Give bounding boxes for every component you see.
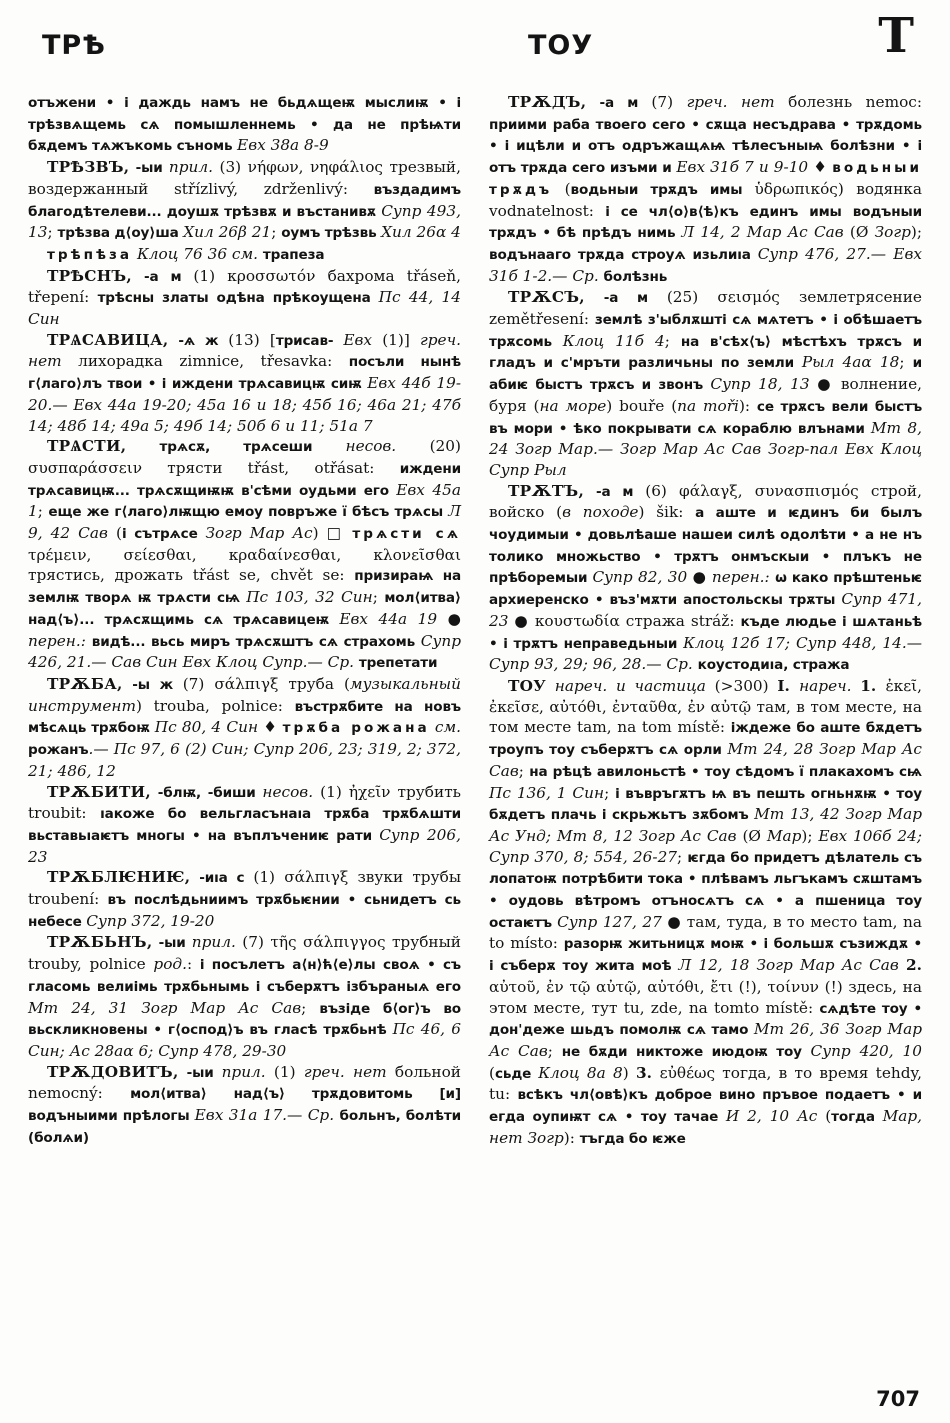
- text-run: -ы ж: [122, 676, 183, 693]
- text-run: ●: [687, 568, 712, 587]
- guide-word-left: ТРѢ: [42, 30, 106, 61]
- text-run: къде людье і шѧтаньѣ • і трѫтъ неправедьныи: [489, 613, 922, 652]
- text-run: ТРѢСНЪ,: [47, 266, 133, 285]
- text-run: всѣкъ чл⟨овѣ⟩къ доброе вино пръвое подаетъ • и егда оупиѭт сѧ • тоу тачае: [489, 1087, 922, 1126]
- text-run: несов.: [345, 437, 397, 456]
- text-run: -блѭ, -биши: [151, 784, 263, 801]
- dictionary-entry: [28, 330, 461, 437]
- text-run: ТРѪБЛѤНИѤ,: [47, 868, 191, 887]
- text-run: (1) σάλπιγξ звуки трубы troubení:: [28, 868, 461, 909]
- text-run: (Ø: [742, 826, 767, 845]
- dictionary-entry: [489, 676, 922, 1149]
- text-run: Рыл 4аα 18: [801, 353, 900, 372]
- text-run: ТРѦСТИ,: [47, 437, 127, 456]
- text-run: сьде: [494, 1065, 539, 1082]
- text-run: се трѫсъ вели быстъ въ мори • ѣко покрывати сѧ кораблю влънами: [489, 398, 923, 437]
- text-run: Зогр Мар Ас: [205, 524, 313, 543]
- column-right: [489, 92, 922, 1149]
- text-run: Пс 80, 4 Син: [154, 718, 259, 737]
- text-run: Мт 26, 36 Зогр Мар Ас Сав: [489, 1020, 922, 1060]
- text-run: (1)]: [382, 330, 421, 349]
- text-run: Клоц 12б 17; Супр 448, 14.— Супр 93, 29; 96, 28.— Ср.: [489, 633, 922, 674]
- text-run: греч. нет: [686, 93, 789, 111]
- text-run: ● волнение, буря (: [489, 375, 922, 415]
- text-run: -а м: [584, 290, 667, 307]
- text-run: мол⟨итва⟩ над⟨ъ⟩ трѫдовитомь [и] водъныими прѣлогы: [28, 1086, 461, 1125]
- text-run: (7) τῆς σάλπιγγος трубный trouby, polnice: [28, 933, 461, 974]
- text-run: трисав-: [275, 332, 344, 349]
- text-run: Зогр: [874, 223, 911, 242]
- text-run: -ѧ ж: [168, 332, 229, 349]
- text-run: прил.: [191, 933, 236, 952]
- text-run: Евх 44б 19-20.— Евх 44а 19-20; 45а 16 и 18; 45б 16; 46а 21; 47б 14; 48б 14; 49а 5; 49б 14; 50б 6 и 11; 51а 7: [28, 374, 461, 435]
- text-run: ;: [604, 783, 616, 802]
- text-run: разорѭ житьницѫ моѭ • і большѫ съзиждѫ • і съберѫ тоу жита моѣ: [489, 936, 922, 975]
- text-run: ;: [547, 1041, 562, 1060]
- text-run: I.: [777, 676, 800, 695]
- text-run: ὑδρωπικός) водянка vodnatelnost:: [489, 179, 922, 220]
- text-run: оумъ трѣзвь: [281, 225, 382, 242]
- text-run: перен.:: [28, 631, 92, 650]
- text-run: больнъ, болѣти (болѧи): [28, 1108, 461, 1146]
- text-run: видѣ... вьсь миръ трѧсѫштъ сѧ страхомь: [91, 633, 421, 650]
- section-letter: Т: [878, 8, 914, 64]
- text-run: Евх 106б 24; Супр 370, 8; 554, 26-27: [489, 826, 923, 866]
- text-run: водьныи трѫдъ: [489, 160, 922, 198]
- text-run: ;: [899, 353, 913, 372]
- dictionary-entry: [489, 287, 922, 480]
- text-run: ;: [271, 223, 282, 242]
- dictionary-entry: [28, 932, 461, 1061]
- text-run: еще же г⟨лаго⟩лѭщю емоу повръже ї бѣсъ трѧсы: [48, 504, 449, 521]
- text-run: ) trouba, polnice:: [135, 696, 295, 715]
- text-run: ;: [677, 847, 688, 866]
- text-run: водьныи трѫдъ имы: [570, 181, 755, 198]
- text-run: ;: [372, 588, 385, 607]
- text-run: ♦: [258, 718, 283, 737]
- text-run: род.: [153, 955, 187, 974]
- text-run: (3) νήφων, νηφάλιος трезвый, воздержанный střízlivý, zdrženlivý:: [28, 158, 461, 198]
- text-run: въстрѫбите на новъ мѣсѧць трѫбоѭ: [28, 698, 461, 737]
- text-run: въ послѣдьниимъ трѫбьѥнии • сьнидетъ сь небесе: [28, 892, 461, 930]
- text-run: ): [622, 1063, 636, 1082]
- text-run: ТРѪТЪ,: [508, 481, 585, 500]
- text-run: Супр 420, 10: [810, 1041, 922, 1060]
- text-run: ♦: [808, 158, 833, 177]
- text-run: несов.: [262, 782, 314, 801]
- text-run: Хил 26α 4: [381, 223, 461, 242]
- text-run: Супр 372, 19-20: [86, 911, 215, 930]
- text-run: -а м: [586, 95, 652, 111]
- dictionary-entry: [489, 481, 922, 676]
- dictionary-entry: [489, 92, 922, 287]
- text-run: Мт 13, 42 Зогр Мар Ас Унд; Мт 8, 12 Зогр Ас Сав: [489, 805, 923, 845]
- text-run: Евх 31а 17.— Ср.: [194, 1106, 340, 1125]
- text-run: -иıа с: [190, 870, 254, 887]
- text-run: );: [801, 826, 819, 845]
- text-run: -ыи: [129, 160, 169, 177]
- text-run: (25) σεισμός землетрясение zemětřesení:: [489, 288, 922, 329]
- text-run: ѡ како прѣштеньѥ архиеренско • въз'мѫти апостольскы трѫты: [489, 570, 922, 609]
- text-run: в походе: [562, 503, 639, 522]
- text-run: ) bouře (: [606, 396, 678, 415]
- text-run: 3.: [635, 1063, 660, 1082]
- text-run: і въвръгѫтъ ѩ въ пешть огньнѫѭ • тоу бѫдетъ плачь і скрьжьтъ зѫбомъ: [489, 785, 922, 824]
- text-run: рожанъ: [28, 742, 89, 759]
- text-run: (20) συσπαράσσειν трясти třást, otřásat:: [28, 437, 461, 477]
- text-run: ТРѢЗВЪ,: [47, 158, 130, 177]
- text-run: коустодиıа, стража: [697, 657, 850, 674]
- text-run: іждеже бо аште бѫдетъ троупъ тоу съберѫтъ сѧ орли: [489, 720, 922, 759]
- text-run: ТРѪБЬНЪ,: [47, 933, 153, 952]
- text-run: Клоц 11б 4: [562, 331, 665, 350]
- text-run: Клоц 76 36 см.: [132, 244, 263, 263]
- text-run: землѣ з'ыблѫшті сѧ мѧтетъ • і обѣшаетъ трѫсомь: [489, 312, 922, 350]
- text-run: ;: [664, 331, 681, 350]
- text-run: болезнь nemoc:: [788, 93, 923, 111]
- text-run: ТРѪБИТИ,: [47, 782, 152, 801]
- text-run: ●: [437, 609, 461, 628]
- text-run: Мар, нет Зогр: [489, 1107, 922, 1147]
- text-run: Л 14, 2 Мар Ас Сав: [681, 223, 850, 242]
- text-run: (1) ἠχεῖν трубить troubit:: [28, 782, 461, 823]
- text-run: Супр 82, 30: [592, 568, 688, 587]
- text-run: Евх 44а 19: [339, 609, 438, 628]
- text-run: больной nemocný:: [28, 1062, 461, 1103]
- text-run: αὐτοῦ, ἐν τῷ αὐτῷ, αὐτόθι, ἔτι (!), τοίνυν (!) здесь, на этом месте, тут tu, zde, na tomto místě:: [489, 977, 922, 1017]
- text-run: Пс 103, 32 Син: [246, 588, 373, 607]
- text-run: (6) φάλαγξ, συνασπισμός строй, войско (: [489, 481, 922, 522]
- text-run: приими раба твоего сего • сѫща несъдрава • трѫдомь • і ицѣли и отъ одръжащѧѩ тѣлесъныѩ болѣзни • і отъ трѫда сего изъми и: [489, 116, 922, 177]
- text-run: болѣзнь: [603, 268, 668, 285]
- text-run: греч. нет: [303, 1062, 395, 1081]
- text-run: отъжени • і даждь намъ не бьдѧщеѭ мыслиѭ • і трѣзвѧщемь сѧ помышленнемь • да не прѣѩти бѫдемъ тѧжъкомь съномь: [28, 95, 461, 155]
- text-run: (7): [651, 93, 687, 111]
- text-run: ):: [738, 396, 757, 415]
- text-run: ;: [518, 761, 530, 780]
- text-run: призираѩ на землѭ творѧ ѭ трѧсти сѩ: [28, 568, 462, 607]
- text-run: Супр 127, 27: [557, 912, 662, 931]
- text-run: Пс 46, 6 Син; Ас 28аα 6; Супр 478, 29-30: [28, 1020, 461, 1060]
- text-run: Евх 45а 1: [28, 480, 461, 521]
- text-run: ТРѪСЪ,: [508, 288, 585, 307]
- text-run: ;: [37, 502, 49, 521]
- text-run: Л 9, 42 Сав: [28, 502, 461, 543]
- text-run: нареч. и частица: [546, 676, 715, 695]
- text-run: (>300): [714, 676, 778, 695]
- text-run: -а м: [132, 268, 194, 285]
- text-run: ;: [301, 998, 320, 1017]
- text-run: Супр 493, 13: [28, 201, 461, 242]
- text-run: ἐκεῖ, ἐκεῖσε, αὐτόθι, ἐνταῦθα, ἐν αὐτῷ там, в том месте, на том месте tam, na tom místě:: [489, 676, 922, 737]
- dictionary-entry: [28, 867, 461, 932]
- text-run: иждени трѧсавицѭ... трѧсѫщиѭѭ в'сѣми оудьми его: [28, 460, 461, 499]
- dictionary-entry: [28, 782, 461, 868]
- text-run: музыкальный инструмент: [28, 674, 461, 715]
- page-number: 707: [876, 1387, 920, 1411]
- text-run: і сътрѧсе: [121, 526, 206, 543]
- text-run: ● κουστωδία стража stráž:: [508, 611, 741, 630]
- text-run: na moři: [677, 396, 739, 415]
- text-run: Супр 426, 21.— Сав Син Евх Клоц Супр.— Ср.: [28, 631, 461, 672]
- entry-continuation: [28, 92, 461, 157]
- dictionary-entry: [28, 244, 461, 266]
- text-run: (1) κροσσωτόν бахрома třáseň, třepení:: [28, 266, 461, 307]
- text-run: ѥгда бо придетъ дѣлатель съ лопатоѭ потрѣбити тока • плѣвамъ льгъкамъ сѫштамъ • оудовь вѣтромъ отъносѧтъ сѧ • а пшеница тоу остаѥтъ: [489, 849, 922, 931]
- text-run: трапеза: [262, 246, 325, 263]
- text-run: Евх 31б 7 и 9-10: [676, 158, 809, 177]
- text-run: Супр 206, 23: [28, 825, 461, 866]
- text-run: Евх: [343, 330, 383, 349]
- text-run: Мт 8, 24 Зогр Мар.— Зогр Мар Ас Сав Зогр-пал Евх Клоц Супр Рыл: [489, 418, 922, 479]
- text-run: і посълетъ а⟨н⟩ћ⟨е⟩лы своѧ • съ гласомь велиімь трѫбьнымь і съберѫтъ ізбъраныѧ его: [28, 957, 461, 995]
- text-run: ТРѪДЪ,: [508, 93, 587, 111]
- text-run: трѫба рожана: [282, 720, 430, 737]
- running-head: [30, 8, 920, 78]
- text-run: ТРѪДОВИТЪ,: [47, 1062, 179, 1081]
- text-run: възіде б⟨ог⟩ъ во вьскликновены • г⟨оспод⟩ъ въ гласѣ трѫбьнѣ: [28, 1000, 461, 1039]
- text-run: -ыи: [178, 1064, 222, 1081]
- text-run: прил.: [221, 1062, 266, 1081]
- text-run: нареч.: [799, 676, 861, 695]
- text-run: εὐθέως тогда, в то время tehdy, tu:: [489, 1063, 922, 1104]
- text-run: трѣпѣза: [47, 246, 133, 263]
- text-run: трепетати: [358, 655, 438, 672]
- text-run: на рѣцѣ авилоньстѣ • тоу сѣдомъ ї плакахомъ сѩ: [529, 763, 922, 780]
- text-run: лихорадка zimnice, třesavka:: [78, 352, 349, 371]
- text-run: Пс 136, 1 Син: [489, 783, 605, 802]
- text-run: (: [552, 179, 571, 198]
- text-run: ;: [47, 223, 58, 242]
- text-run: см.: [429, 718, 461, 737]
- text-run: а аште и ѥдинъ би былъ чоудимыи • довьлѣаше нашеи силѣ одолѣти • а не нъ толико множьство • трѫтъ онмъскыи • плъкъ не прѣборемыи: [489, 505, 923, 587]
- text-run: тъгда бо ѥже: [579, 1130, 686, 1147]
- dictionary-entry: [28, 436, 461, 674]
- text-run: и абиѥ быстъ трѫсъ и звонъ: [489, 355, 922, 394]
- text-run: водънааго трѫда строуѧ изьлиıа: [489, 246, 758, 263]
- text-run: Супр 476, 27.— Евх 31б 1-2.— Ср.: [489, 244, 922, 285]
- text-run: на море: [539, 396, 607, 415]
- text-run: тогда: [831, 1109, 883, 1126]
- text-run: на в'сѣх⟨ъ⟩ мѣстѣхъ трѫсъ и гладъ и с'мръти различьны по земли: [489, 333, 922, 372]
- text-run: Мар: [766, 826, 802, 845]
- text-run: ТРѦСАВИЦА,: [47, 330, 169, 349]
- text-run: (Ø: [849, 223, 875, 242]
- text-run: :: [186, 955, 200, 974]
- text-run: греч. нет: [28, 330, 461, 371]
- text-run: (: [115, 524, 122, 543]
- column-left: [28, 92, 461, 1149]
- text-run: Мт 24, 31 Зогр Мар Ас Сав: [28, 998, 302, 1017]
- text-run: (: [825, 1107, 832, 1126]
- text-run: ):: [563, 1128, 580, 1147]
- text-run: сѧдѣте тоу • дон'деже шьдъ помолѭ сѧ тамо: [489, 1000, 922, 1039]
- text-run: ) šik:: [638, 503, 696, 522]
- text-run: );: [910, 223, 922, 242]
- text-run: ТРѪБА,: [47, 674, 123, 693]
- text-run: Супр 18, 13: [710, 375, 810, 394]
- text-run: -а м: [584, 483, 646, 500]
- text-run: .— Пс 97, 6 (2) Син; Супр 206, 23; 319, 2; 372, 21; 486, 12: [28, 740, 461, 780]
- text-run: прил.: [168, 158, 213, 177]
- dictionary-entry: [28, 266, 461, 330]
- text-run: Супр 471, 23: [489, 590, 922, 630]
- text-run: Евх 38а 8-9: [237, 136, 329, 155]
- text-run: трѣзва д⟨оу⟩ша: [57, 225, 184, 242]
- dictionary-entry: [28, 674, 461, 782]
- text-run: τρέμειν, σείεσθαι, κραδαίνεσθαι, κλονεῖσθαι трястись, дрожать třást se, chvět se:: [28, 545, 461, 585]
- text-columns: [28, 92, 922, 1149]
- text-run: -ыи: [152, 935, 192, 952]
- text-run: ) □: [312, 524, 353, 543]
- text-run: въздадимъ благодѣтелеви... доушѫ трѣзвѫ и въстанивѫ: [28, 181, 461, 220]
- text-run: Клоц 8а 8: [538, 1063, 623, 1082]
- text-run: мол⟨итва⟩ над⟨ъ⟩... трѧсѫщимь сѧ трѧсавицеѭ: [28, 590, 461, 628]
- text-run: (1): [265, 1062, 304, 1081]
- text-run: не бѫди никтоже июдоѭ тоу: [561, 1043, 811, 1060]
- text-run: ıакоже бо вельгласънаıа трѫба трѫбѧшти вьставьıаѥтъ многы • на въплъчениѥ рати: [28, 806, 461, 844]
- text-run: ● там, туда, в то место tam, na to místo:: [489, 912, 922, 953]
- text-run: трѣсны златы одѣна прѣкоущена: [97, 290, 379, 307]
- text-run: (7) σάλπιγξ труба (: [182, 674, 350, 693]
- text-run: Пс 44, 14 Син: [28, 288, 461, 329]
- text-run: (: [489, 1063, 495, 1082]
- dictionary-entry: [28, 1062, 461, 1149]
- text-run: (13) [: [228, 330, 276, 349]
- text-run: трѧсѫ, трѧсеши: [126, 439, 346, 456]
- text-run: Мт 24, 28 Зогр Мар Ас Сав: [489, 740, 923, 780]
- text-run: И 2, 10 Ас: [725, 1107, 826, 1126]
- text-run: перен.:: [711, 568, 776, 587]
- text-run: Хил 26β 21: [183, 223, 272, 242]
- text-run: посъли нынѣ г⟨лаго⟩лъ твои • і иждени трѧсавицѭ сиѭ: [28, 354, 461, 393]
- text-run: трѧсти сѧ: [352, 526, 462, 543]
- text-run: Л 12, 18 Зогр Мар Ас Сав: [678, 956, 907, 975]
- text-run: 2.: [906, 956, 922, 975]
- guide-word-right: ТОУ: [528, 30, 594, 61]
- text-run: ТОУ: [508, 676, 547, 695]
- text-run: 1.: [860, 676, 886, 695]
- dictionary-entry: [28, 157, 461, 244]
- text-run: і се чл⟨о⟩в⟨ѣ⟩къ единъ имы водъныи трѫдъ • бѣ прѣдъ нимь: [489, 203, 922, 242]
